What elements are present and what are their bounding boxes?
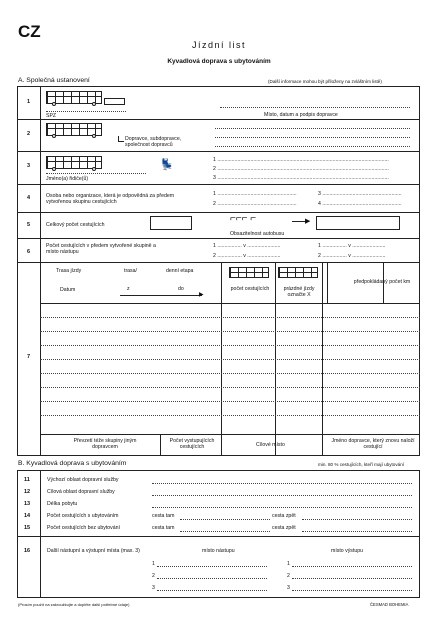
return-label: cesta zpět: [272, 525, 296, 531]
occupancy-label: Obsazitelnost autobusu: [230, 231, 285, 237]
group-line-3[interactable]: 1 ................. v .......................: [318, 243, 386, 249]
responsible-label: Osoba nebo organizace, která je odpovědná za předem vytvořenou skupinu cestujících: [46, 193, 175, 205]
from-label: z: [127, 286, 130, 292]
row-4-number: 4: [27, 195, 31, 201]
alighting-footer: Počet vystupujících cestujících: [169, 438, 215, 450]
resp-line-1[interactable]: 1 .......................................................: [213, 191, 297, 197]
total-passengers-field[interactable]: [150, 216, 192, 230]
date-label: Datum: [60, 287, 76, 293]
carrier-line-1[interactable]: [215, 128, 410, 129]
row-5-number: 5: [27, 222, 31, 228]
section-a-note: (Další informace mohou být přiloženy na zvláštním listě): [268, 79, 382, 84]
total-passengers-label: Celkový počet cestujících: [46, 222, 105, 228]
bus-icon: [229, 267, 269, 278]
row-7-number: 7: [27, 354, 31, 360]
group-line-4[interactable]: 2 ................. v .......................: [318, 253, 386, 259]
bus-icon: [278, 267, 318, 278]
start-area-line[interactable]: [152, 483, 412, 484]
extra-stops-label: Další nástupní a výstupní místa (max. 3): [47, 548, 140, 554]
passenger-count-header: počet cestujících: [230, 286, 270, 292]
section-b-title: B. Kyvadlová doprava s ubytováním: [18, 460, 127, 467]
section-b-note: min. 80 % cestujících, kteří mají ubytování: [318, 462, 405, 467]
empty-trips-header: prázdné jízdy označte X: [283, 286, 315, 298]
form-title: Jízdní list: [191, 40, 246, 50]
carrier-label: Dopravce, subdopravce, společnost dopravců: [125, 136, 182, 148]
row-2-number: 2: [27, 131, 31, 137]
alighting-line-2[interactable]: [292, 578, 412, 579]
row-16-number: 16: [24, 548, 31, 554]
sign-line[interactable]: [220, 107, 410, 108]
reload-carrier-footer: Jméno dopravce, který znovu naloží cestující: [331, 438, 415, 450]
without-acc-outbound-line[interactable]: [180, 531, 270, 532]
target-area-label: Cílová oblast dopravní služby: [47, 489, 115, 495]
start-area-label: Výchozí oblast dopravní služby: [47, 477, 119, 483]
driver-line-3[interactable]: 3 .......................................................................................................................: [213, 175, 389, 181]
spz-field[interactable]: [104, 98, 125, 105]
alighting-num-2: 2: [287, 573, 290, 579]
sign-label: Místo, datum a podpis dopravce: [264, 112, 338, 118]
boarding-num-3: 3: [152, 585, 155, 591]
row-1-number: 1: [27, 99, 31, 105]
stay-length-line[interactable]: [152, 507, 412, 508]
without-accommodation-label: Počet cestujících bez ubytování: [47, 525, 120, 531]
resp-line-4[interactable]: 4 .......................................................: [318, 201, 402, 207]
row-15-number: 15: [24, 525, 31, 531]
section-a-title: A. Společná ustanovení: [18, 77, 90, 84]
form-subtitle: Kyvadlová doprava s ubytováním: [167, 58, 271, 65]
boarding-num-2: 2: [152, 573, 155, 579]
driver-line-1[interactable]: 1 .......................................................................................................................: [213, 157, 389, 163]
spz-label: SPZ: [46, 113, 57, 119]
row-11-number: 11: [24, 477, 30, 483]
publisher: ČESMAD BOHEMIA: [370, 602, 409, 607]
resp-line-2[interactable]: 2 .......................................................: [213, 201, 297, 207]
row-3-number: 3: [27, 163, 31, 169]
boarding-header: místo nástupu: [202, 548, 235, 554]
target-area-line[interactable]: [152, 495, 412, 496]
estimated-km-header: předpokládaný počet km: [353, 279, 411, 285]
driver-label: Jméno(a) řidiče(ů): [46, 176, 89, 182]
with-acc-outbound-line[interactable]: [180, 519, 270, 520]
row-14-number: 14: [24, 513, 31, 519]
row-13-number: 13: [24, 501, 31, 507]
outbound-label: cesta tam: [152, 513, 175, 519]
takeover-footer: Převzetí téže skupiny jiným dopravcem: [73, 438, 137, 450]
route-label: Trasa jízdy: [56, 268, 82, 274]
row-6-number: 6: [27, 249, 31, 255]
outbound-label: cesta tam: [152, 525, 175, 531]
arrow-icon: ▶: [199, 292, 204, 298]
country-code: CZ: [18, 22, 41, 41]
boarding-line-1[interactable]: [157, 566, 267, 567]
footer-note: (Prosím použít na zakroužkujte a doplňte další potřebné údaje): [18, 602, 130, 607]
carrier-line-2[interactable]: [215, 137, 410, 138]
carrier-line-3[interactable]: [215, 146, 410, 147]
occupancy-field[interactable]: [316, 216, 400, 230]
boarding-line-2[interactable]: [157, 578, 267, 579]
alighting-line-3[interactable]: [292, 590, 412, 591]
alighting-num-1: 1: [287, 561, 290, 567]
driver-line-2[interactable]: 2 .......................................................................................................................: [213, 166, 389, 172]
alighting-header: místo výstupu: [331, 548, 364, 554]
group-line-2[interactable]: 2 ................. v .......................: [213, 253, 281, 259]
daily-stage-label: denní etapa: [166, 268, 194, 274]
without-acc-return-line[interactable]: [302, 531, 412, 532]
driver-seat-icon: 💺: [160, 159, 174, 171]
destination-footer: Cílové místo: [256, 442, 285, 448]
boarding-line-3[interactable]: [157, 590, 267, 591]
resp-line-3[interactable]: 3 .......................................................: [318, 191, 402, 197]
seat-icons: ⌐⌐⌐ ⌐: [230, 213, 257, 224]
stay-length-label: Délka pobytu: [47, 501, 78, 507]
alighting-num-3: 3: [287, 585, 290, 591]
row-12-number: 12: [24, 489, 31, 495]
return-label: cesta zpět: [272, 513, 296, 519]
with-accommodation-label: Počet cestujících s ubytováním: [47, 513, 119, 519]
group-line-1[interactable]: 1 ................. v .......................: [213, 243, 281, 249]
group-label: Počet cestujících v předem vytvořené skupině a místo nástupu: [46, 243, 156, 255]
to-label: do: [178, 286, 184, 292]
arrow-icon: ▶: [305, 218, 311, 225]
with-acc-return-line[interactable]: [302, 519, 412, 520]
boarding-num-1: 1: [152, 561, 155, 567]
alighting-line-1[interactable]: [292, 566, 412, 567]
route-label-2: trasa/: [124, 268, 137, 274]
